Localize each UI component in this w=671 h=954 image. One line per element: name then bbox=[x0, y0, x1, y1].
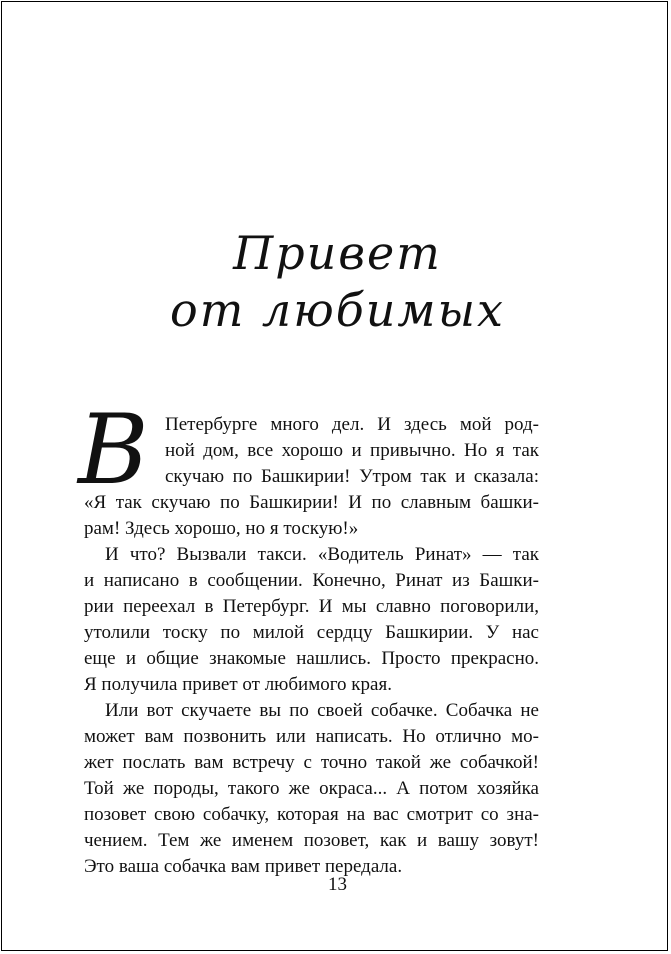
body-line: «Я так скучаю по Башкирии! И по славным башки- bbox=[84, 492, 539, 513]
body-line: и написано в сообщении. Конечно, Ринат из Башки- bbox=[84, 570, 539, 591]
body-line: еще и общие знакомые нашлись. Просто прекрасно. bbox=[84, 648, 539, 669]
body-line: ной дом, все хорошо и привычно. Но я так bbox=[165, 440, 539, 461]
body-line: рам! Здесь хорошо, но я тоскую!» bbox=[84, 518, 359, 539]
body-line: Той же породы, такого же окраса... А потом хозяйка bbox=[84, 778, 539, 799]
body-line: утолили тоску по милой сердцу Башкирии. У нас bbox=[84, 622, 539, 643]
body-line: рии переехал в Петербург. И мы славно поговорили, bbox=[84, 596, 539, 617]
body-line: скучаю по Башкирии! Утром так и сказала: bbox=[165, 466, 539, 487]
chapter-title-line-1: Привет bbox=[233, 226, 442, 280]
body-line: Это ваша собачка вам привет передала. bbox=[84, 856, 403, 877]
page bbox=[1, 1, 668, 951]
body-line: чением. Тем же именем позовет, как и вашу зовут! bbox=[84, 830, 539, 851]
page-number: 13 bbox=[328, 874, 347, 895]
chapter-title-line-2: от любимых bbox=[170, 283, 505, 337]
body-line: Петербурге много дел. И здесь мой род- bbox=[165, 414, 539, 435]
body-line: Или вот скучаете вы по своей собачке. Собачка не bbox=[105, 700, 539, 721]
body-line: позовет свою собачку, которая на вас смотрит со зна- bbox=[84, 804, 539, 825]
body-line: жет послать вам встречу с точно такой же собачкой! bbox=[84, 752, 539, 773]
drop-cap-letter: В bbox=[78, 394, 149, 506]
body-line: может вам позвонить или написать. Но отлично мо- bbox=[84, 726, 539, 747]
body-line: Я получила привет от любимого края. bbox=[84, 674, 392, 695]
body-line: И что? Вызвали такси. «Водитель Ринат» — так bbox=[105, 544, 539, 565]
